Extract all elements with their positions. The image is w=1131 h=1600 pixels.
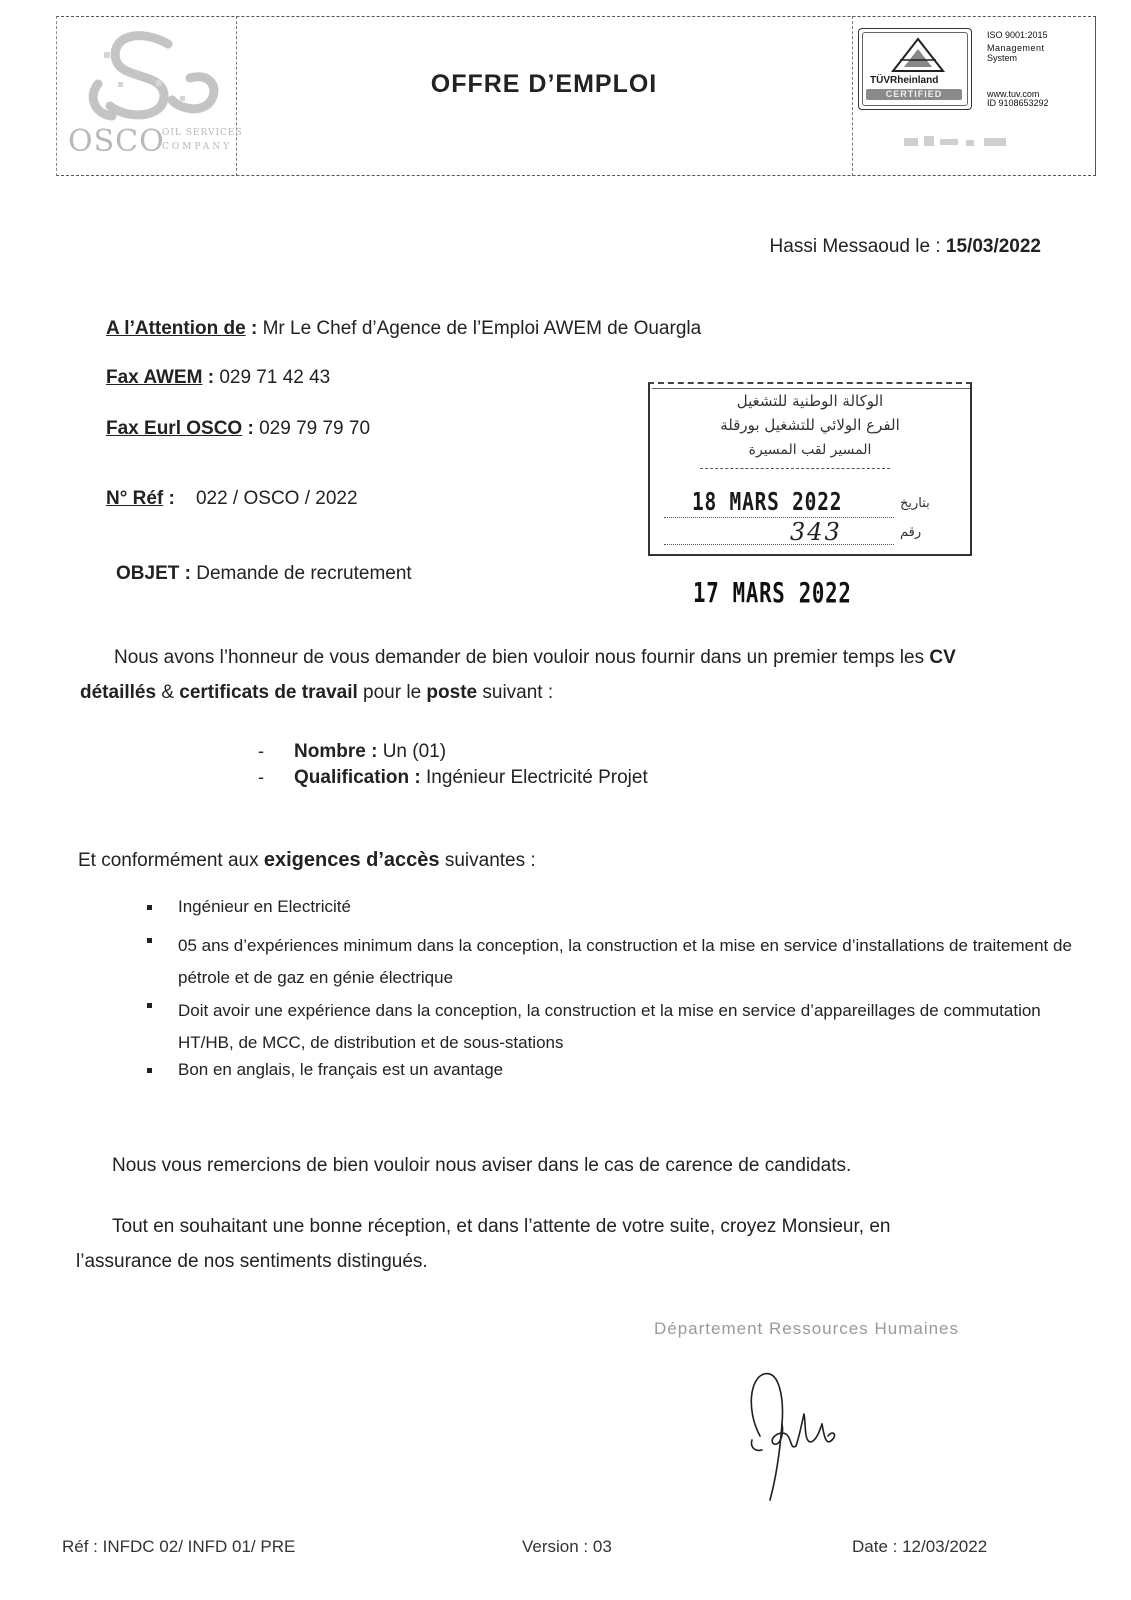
stamp-agency-line: الوكالة الوطنية للتشغيل [736, 392, 884, 410]
iso-system: System [987, 53, 1018, 63]
date-label: Hassi Messaoud le : [769, 236, 941, 257]
reference-line: N° Réf : 022 / OSCO / 2022 [106, 488, 358, 509]
company-subtitle: OIL SERVICES [162, 128, 243, 138]
intro-paragraph [114, 647, 1054, 669]
closing-salutation-cont: l’assurance de nos sentiments distingués. [76, 1251, 428, 1272]
bullet-icon [147, 1068, 152, 1073]
iso-standard: ISO 9001:2015 [987, 30, 1048, 40]
qualification-label: Qualification [294, 767, 410, 788]
intro-certificats: certificats de travail [179, 682, 358, 703]
bullet-icon [147, 905, 152, 910]
intro-text: Nous avons l’honneur de vous demander de bien vouloir nous fournir dans un premier temps les [114, 647, 930, 668]
stamp-rule [700, 468, 890, 469]
received-date-stamp: 17 MARS 2022 [693, 576, 852, 609]
qualification-value: Ingénieur Electricité Projet [425, 767, 648, 788]
requirement-item: Bon en anglais, le français est un avantage [178, 1060, 504, 1079]
subject-line: OBJET : Demande de recrutement [116, 563, 412, 584]
bullet-icon [147, 1003, 152, 1008]
iso-management: Management [987, 43, 1045, 53]
reference-value: 022 / OSCO / 2022 [195, 488, 358, 509]
company-subtitle: COMPANY [162, 142, 233, 152]
nombre-value: Un (01) [382, 741, 447, 762]
bullet-icon [147, 938, 152, 943]
intro-cv: CV [929, 647, 956, 668]
fax-osco-label: Fax Eurl OSCO [106, 418, 243, 439]
position-qualification: Qualification : Ingénieur Electricité Projet [294, 767, 648, 788]
certified-label: CERTIFIED [885, 89, 943, 99]
intro-cv-detail: détaillés [80, 682, 157, 703]
document-title: OFFRE D’EMPLOI [430, 70, 658, 98]
date-line [770, 236, 1041, 258]
fax-osco-line: Fax Eurl OSCO : 029 79 79 70 [106, 418, 371, 439]
tuv-brand: TÜVRheinland [870, 75, 939, 86]
nombre-label: Nombre [294, 741, 366, 762]
requirements-intro [78, 849, 536, 872]
footer-version: Version : 03 [522, 1537, 612, 1556]
requirements-intro-bold: exigences d’accès [263, 849, 440, 871]
certificate-id: ID 9108653292 [987, 98, 1049, 108]
position-count: Nombre : Un (01) [294, 741, 447, 762]
company-name: OSCO [68, 124, 165, 159]
faded-stamp-mark [900, 134, 1020, 150]
requirement-item: 05 ans d’expériences minimum dans la conception, la construction et la mise en service d’installations de traitement de pétrole et de gaz en génie électrique [178, 936, 1072, 987]
stamp-agency-line: الفرع الولائي للتشغيل بورقلة [720, 416, 900, 434]
footer-reference: Réf : INFDC 02/ INFD 01/ PRE [62, 1537, 296, 1556]
closing-remark: Nous vous remercions de bien vouloir nous aviser dans le cas de carence de candidats. [112, 1155, 852, 1176]
reference-label: N° Réf [106, 488, 164, 509]
stamp-rule [652, 388, 970, 389]
stamp-number-label: رقم [900, 525, 922, 540]
tuv-triangle-icon [890, 36, 946, 74]
requirement-item: Doit avoir une expérience dans la conception, la construction et la mise en service d’appareillages de commutation HT/HB, de MCC, de distribution et de sous-stations [178, 1001, 1041, 1052]
stamp-agency-line: المسير لقب المسيرة [748, 442, 872, 458]
fax-awem-label: Fax AWEM [106, 367, 203, 388]
stamp-dotted-line [664, 544, 894, 545]
stamp-date: 18 MARS 2022 [692, 487, 843, 516]
intro-paragraph-cont [80, 682, 553, 704]
attention-label: A l’Attention de [106, 318, 246, 339]
intro-poste: poste [426, 682, 478, 703]
subject-label: OBJET [116, 563, 180, 584]
stamp-registration-number: 343 [790, 518, 842, 546]
fax-awem-line: Fax AWEM : 029 71 42 43 [106, 367, 331, 388]
attention-line: A l’Attention de : Mr Le Chef d’Agence de l’Emploi AWEM de Ouargla [106, 318, 702, 339]
requirements-intro-text: Et conformément aux [78, 850, 264, 871]
fax-awem-value: 029 71 42 43 [219, 367, 331, 388]
list-dash: - [258, 767, 264, 787]
certifier-url: www.tuv.com [987, 89, 1040, 99]
stamp-dotted-line [664, 517, 894, 518]
closing-salutation: Tout en souhaitant une bonne réception, et dans l’attente de votre suite, croyez Monsieur, en [112, 1216, 891, 1237]
requirements-intro-after: suivantes : [439, 850, 536, 871]
fax-osco-value: 029 79 79 70 [259, 418, 371, 439]
requirement-item: Ingénieur en Electricité [178, 897, 351, 916]
intro-suivant: suivant : [477, 682, 554, 703]
subject-value: Demande de recrutement [196, 563, 412, 584]
intro-pour-le: pour le [357, 682, 427, 703]
footer-date: Date : 12/03/2022 [852, 1537, 988, 1556]
header-divider [852, 16, 853, 176]
handwritten-signature [740, 1360, 850, 1510]
stamp-date-label: بتاريخ [900, 496, 930, 511]
intro-amp: & [156, 682, 180, 703]
list-dash: - [258, 741, 264, 761]
attention-value: Mr Le Chef d’Agence de l’Emploi AWEM de Ouargla [262, 318, 702, 339]
issue-date: 15/03/2022 [945, 236, 1041, 257]
signatory-department: Département Ressources Humaines [654, 1319, 960, 1338]
